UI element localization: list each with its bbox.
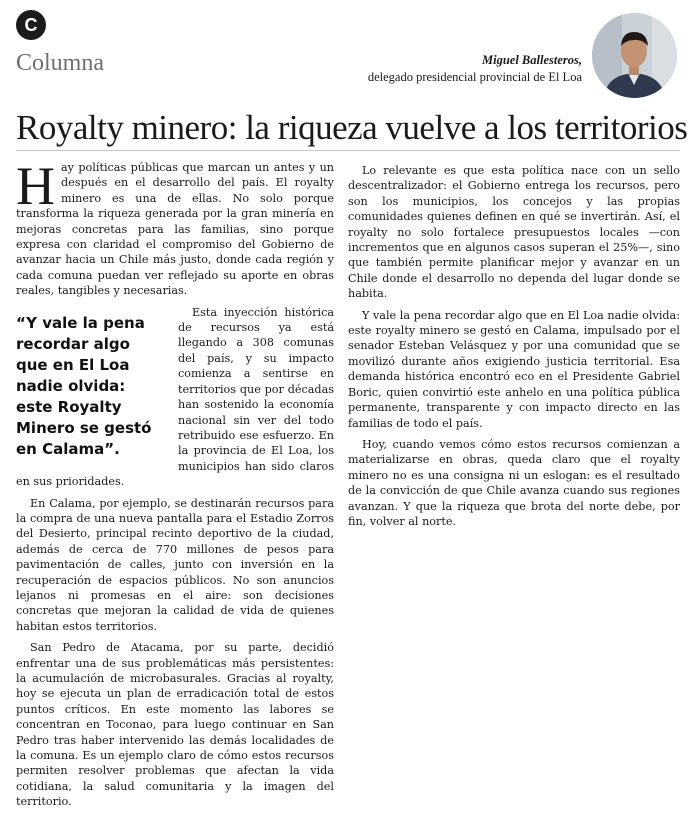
paragraph-closing: Hoy, cuando vemos cómo estos recursos comienzan a materializarse en obras, queda claro que el royalty minero no es una consigna ni un eslogan: es el resultado de la convicción de que Chile avanza cuando sus regiones avanzan. Y que la riqueza que brota del norte debe, por fin, volver al norte.	[348, 437, 680, 528]
article-column-left	[16, 156, 334, 816]
author-photo	[592, 13, 677, 98]
paragraph-el-loa: Y vale la pena recordar algo que en El Loa nadie olvida: este royalty minero se gestó en Calama, impulsado por el senador Esteban Velásquez y por una comunidad que se movilizó durante años exigiendo justicia territorial. Esa demanda histórica encontró eco en el Presidente Gabriel Boric, quien convirtió este anhelo en una política pública permanente, transparente y con impacto directo en las familias de todo el país.	[348, 308, 680, 430]
paragraph-calama: En Calama, por ejemplo, se destinarán recursos para la compra de una nueva pantalla para el Estadio Zorros del Desierto, principal recinto deportivo de la ciudad, además de cerca de 770 millones de pesos para pavimentación de calles, junto con inversión en la recuperación de espacios públicos. No son anuncios lejanos ni promesas en el aire: son decisiones concretas que mejoran la calidad de vida de quienes habitan estos territorios.	[16, 496, 334, 633]
author-byline	[368, 52, 582, 86]
drop-cap: H	[16, 156, 55, 216]
headline: Royalty minero: la riqueza vuelve a los territorios	[16, 108, 688, 147]
paragraph-san-pedro: San Pedro de Atacama, por su parte, decidió enfrentar una de sus problemáticas más persistentes: la acumulación de microbasurales. Gracias al royalty, hoy se ejecuta un plan de erradicación total de estos puntos críticos. En este momento las labores se concentran en Toconao, para luego continuar en San Pedro tras haber intervenido las demás localidades de la comuna. Es un ejemplo claro de cómo estos recursos permiten resolver problemas que afectan la vida cotidiana, la salud comunitaria y la imagen del territorio.	[16, 641, 334, 809]
paragraph-investment: Esta inyección histórica de recursos ya está llegando a 308 comunas del país, y su impacto comienza a sentirse en territorios que por décadas han sostenido la economía nacional sin ver del todo retribuido ese esfuerzo. En la provincia de El Loa, los municipios han sido claros en sus prioridades.	[16, 305, 334, 489]
section-label: Columna	[16, 50, 104, 76]
author-role: delegado presidencial provincial de El Loa	[367, 70, 582, 84]
paragraph-intro-text: ay políticas públicas que marcan un antes y un después en el desarrollo del país. El royalty minero es una de ellas. No solo porque transforma la riqueza generada por la gran minería en mejoras concretas para las familias, sino porque expresa con claridad el compromiso del Gobierno de avanzar hacia un Chile más justo, donde cada región y cada comuna puedan ver reflejado su aporte en obras reales, tangibles y necesarias.	[16, 161, 334, 298]
pull-quote: “Y vale la pena recordar algo que en El Loa nadie olvida: este Royalty Minero se gestó en Calama”.	[16, 313, 152, 458]
column-badge: C	[16, 10, 46, 40]
headline-divider	[16, 150, 680, 151]
author-name: Miguel Ballesteros,	[481, 53, 582, 67]
paragraph-intro	[16, 156, 334, 299]
article-column-right	[348, 163, 680, 535]
paragraph-decentralization: Lo relevante es que esta política nace con un sello descentralizador: el Gobierno entrega los recursos, pero son los municipios, los concejos y las propias comunidades quienes definen en qué se invertirán. Así, el royalty no solo fortalece presupuestos locales —con incrementos que en algunos casos superan el 25%—, sino que también permite planificar mejor y avanzar en un Chile donde el desarrollo no dependa del lugar donde se habita.	[348, 164, 680, 301]
